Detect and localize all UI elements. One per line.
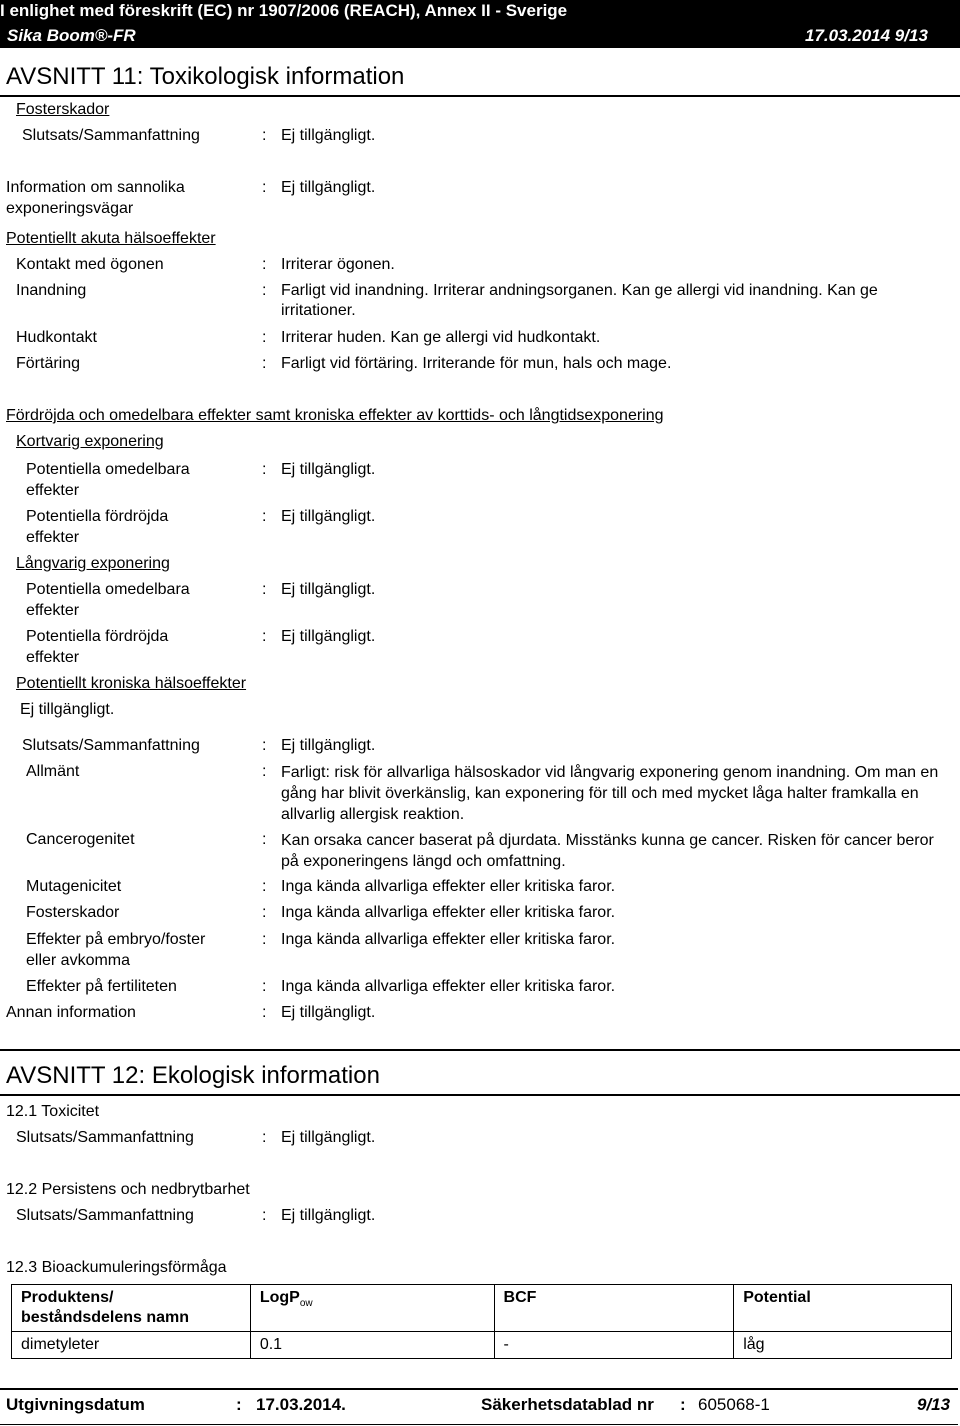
chronic-label: Allmänt	[26, 763, 80, 780]
routes-label-1: Information om sannolika	[6, 179, 185, 196]
footer-issue-value: 17.03.2014.	[256, 1395, 346, 1414]
colon: :	[262, 1129, 267, 1146]
colon: :	[262, 628, 267, 645]
persistence-heading: 12.2 Persistens och nedbrytbarhet	[6, 1181, 250, 1198]
table-header-row	[12, 1285, 952, 1332]
conclusion-value: Ej tillgängligt.	[281, 1207, 376, 1224]
chronic-value: Inga kända allvarliga effekter eller kritiska faror.	[281, 978, 616, 995]
bioaccumulation-table	[11, 1284, 952, 1359]
long-label-2: effekter	[26, 602, 80, 619]
chronic-label: Slutsats/Sammanfattning	[22, 737, 200, 754]
colon: :	[262, 282, 267, 299]
footer-sds-value: 605068-1	[698, 1395, 770, 1414]
routes-value: Ej tillgängligt.	[281, 179, 376, 196]
table-cell: låg	[734, 1332, 952, 1359]
colon: :	[262, 931, 267, 948]
acute-label: Kontakt med ögonen	[16, 256, 164, 273]
section-12-rule	[0, 1094, 960, 1096]
long-value: Ej tillgängligt.	[281, 628, 376, 645]
chronic-value: Ej tillgängligt.	[281, 737, 376, 754]
colon: :	[262, 763, 267, 780]
colon: :	[262, 831, 267, 848]
acute-value: Irriterar ögonen.	[281, 256, 395, 273]
table-header-cell: Produktens/ beståndsdelens namn	[12, 1285, 251, 1332]
colon: :	[262, 978, 267, 995]
colon: :	[262, 1207, 267, 1224]
chronic-label-1: Effekter på embryo/foster	[26, 931, 206, 948]
colon: :	[262, 878, 267, 895]
colon: :	[262, 461, 267, 478]
colon: :	[262, 904, 267, 921]
long-label-1: Potentiella omedelbara	[26, 581, 190, 598]
section-11-title: AVSNITT 11: Toxikologisk information	[6, 63, 405, 90]
chronic-text: Ej tillgängligt.	[20, 701, 115, 718]
chronic-label-2: eller avkomma	[26, 952, 131, 969]
section-12-rule-top	[0, 1049, 960, 1051]
table-cell: -	[494, 1332, 734, 1359]
colon: :	[680, 1395, 686, 1414]
long-label-1: Potentiella fördröjda	[26, 628, 169, 645]
colon: :	[262, 355, 267, 372]
colon: :	[262, 737, 267, 754]
short-value: Ej tillgängligt.	[281, 461, 376, 478]
conclusion-value: Ej tillgängligt.	[281, 1129, 376, 1146]
short-label-2: effekter	[26, 529, 80, 546]
colon: :	[262, 508, 267, 525]
header-date-page: 17.03.2014 9/13	[805, 26, 928, 45]
short-label-2: effekter	[26, 482, 80, 499]
footer-issue-label: Utgivningsdatum	[6, 1395, 145, 1414]
toxicity-heading: 12.1 Toxicitet	[6, 1103, 100, 1120]
table-cell: 0.1	[250, 1332, 494, 1359]
other-info-label: Annan information	[6, 1004, 136, 1021]
chronic-value: Farligt: risk för allvarliga hälsoskador vid långvarig exponering genom inandning. Om man en gång har blivit överkänslig, kan exponering för till och med mycket låga halter framkalla en allvarlig allergisk reaktion.	[281, 764, 939, 823]
acute-value: Farligt vid inandning. Irriterar andningsorganen. Kan ge allergi vid inandning. Kan ge irritationer.	[281, 282, 878, 319]
acute-label: Förtäring	[16, 355, 81, 372]
chronic-value: Kan orsaka cancer baserat på djurdata. Misstänks kunna ge cancer. Risken för cancer beror på exponeringens längd och omfattning.	[281, 832, 934, 870]
table-cell: dimetyleter	[12, 1332, 251, 1359]
chronic-label: Effekter på fertiliteten	[26, 978, 177, 995]
table-header-cell: LogP$_{ow}$	[250, 1285, 494, 1332]
chronic-label: Cancerogenitet	[26, 831, 135, 848]
colon: :	[262, 127, 267, 144]
header-regulation: I enlighet med föreskrift (EC) nr 1907/2006 (REACH), Annex II - Sverige	[0, 1, 568, 20]
colon: :	[262, 179, 267, 196]
long-exposure-heading: Långvarig exponering	[16, 555, 170, 572]
section-12-title: AVSNITT 12: Ekologisk information	[6, 1062, 380, 1089]
colon: :	[262, 329, 267, 346]
long-value: Ej tillgängligt.	[281, 581, 376, 598]
colon: :	[236, 1395, 242, 1414]
conclusion-value: Ej tillgängligt.	[281, 127, 376, 144]
acute-value: Farligt vid förtäring. Irriterande för mun, hals och mage.	[281, 355, 672, 372]
footer-sds-label: Säkerhetsdatablad nr	[481, 1395, 654, 1414]
chronic-value: Inga kända allvarliga effekter eller kritiska faror.	[281, 904, 616, 921]
chronic-label: Mutagenicitet	[26, 878, 122, 895]
chronic-label: Fosterskador	[26, 904, 120, 921]
colon: :	[262, 256, 267, 273]
chronic-heading: Potentiellt kroniska hälsoeffekter	[16, 675, 247, 692]
short-exposure-heading: Kortvarig exponering	[16, 433, 164, 450]
acute-heading: Potentiellt akuta hälsoeffekter	[6, 230, 216, 247]
conclusion-label: Slutsats/Sammanfattning	[22, 127, 200, 144]
section-11-rule	[0, 95, 960, 97]
colon: :	[262, 1004, 267, 1021]
acute-value: Irriterar huden. Kan ge allergi vid hudkontakt.	[281, 329, 601, 346]
long-label-2: effekter	[26, 649, 80, 666]
short-label-1: Potentiella omedelbara	[26, 461, 190, 478]
other-info-value: Ej tillgängligt.	[281, 1004, 376, 1021]
acute-label: Inandning	[16, 282, 87, 299]
table-row	[12, 1332, 952, 1359]
conclusion-label: Slutsats/Sammanfattning	[16, 1129, 194, 1146]
short-value: Ej tillgängligt.	[281, 508, 376, 525]
chronic-value: Inga kända allvarliga effekter eller kritiska faror.	[281, 931, 616, 948]
fosterskador-heading: Fosterskador	[16, 101, 110, 118]
bioaccumulation-heading: 12.3 Bioackumuleringsförmåga	[6, 1259, 227, 1276]
colon: :	[262, 581, 267, 598]
chronic-value: Inga kända allvarliga effekter eller kritiska faror.	[281, 878, 616, 895]
short-label-1: Potentiella fördröjda	[26, 508, 169, 525]
table-header-cell: Potential	[734, 1285, 952, 1332]
acute-label: Hudkontakt	[16, 329, 97, 346]
footer-page: 9/13	[917, 1395, 951, 1414]
conclusion-label: Slutsats/Sammanfattning	[16, 1207, 194, 1224]
table-header-cell: BCF	[494, 1285, 734, 1332]
routes-label-2: exponeringsvägar	[6, 200, 134, 217]
header-product: Sika Boom®-FR	[7, 26, 136, 45]
delayed-heading: Fördröjda och omedelbara effekter samt kroniska effekter av korttids- och långtidsexponering	[6, 407, 664, 424]
